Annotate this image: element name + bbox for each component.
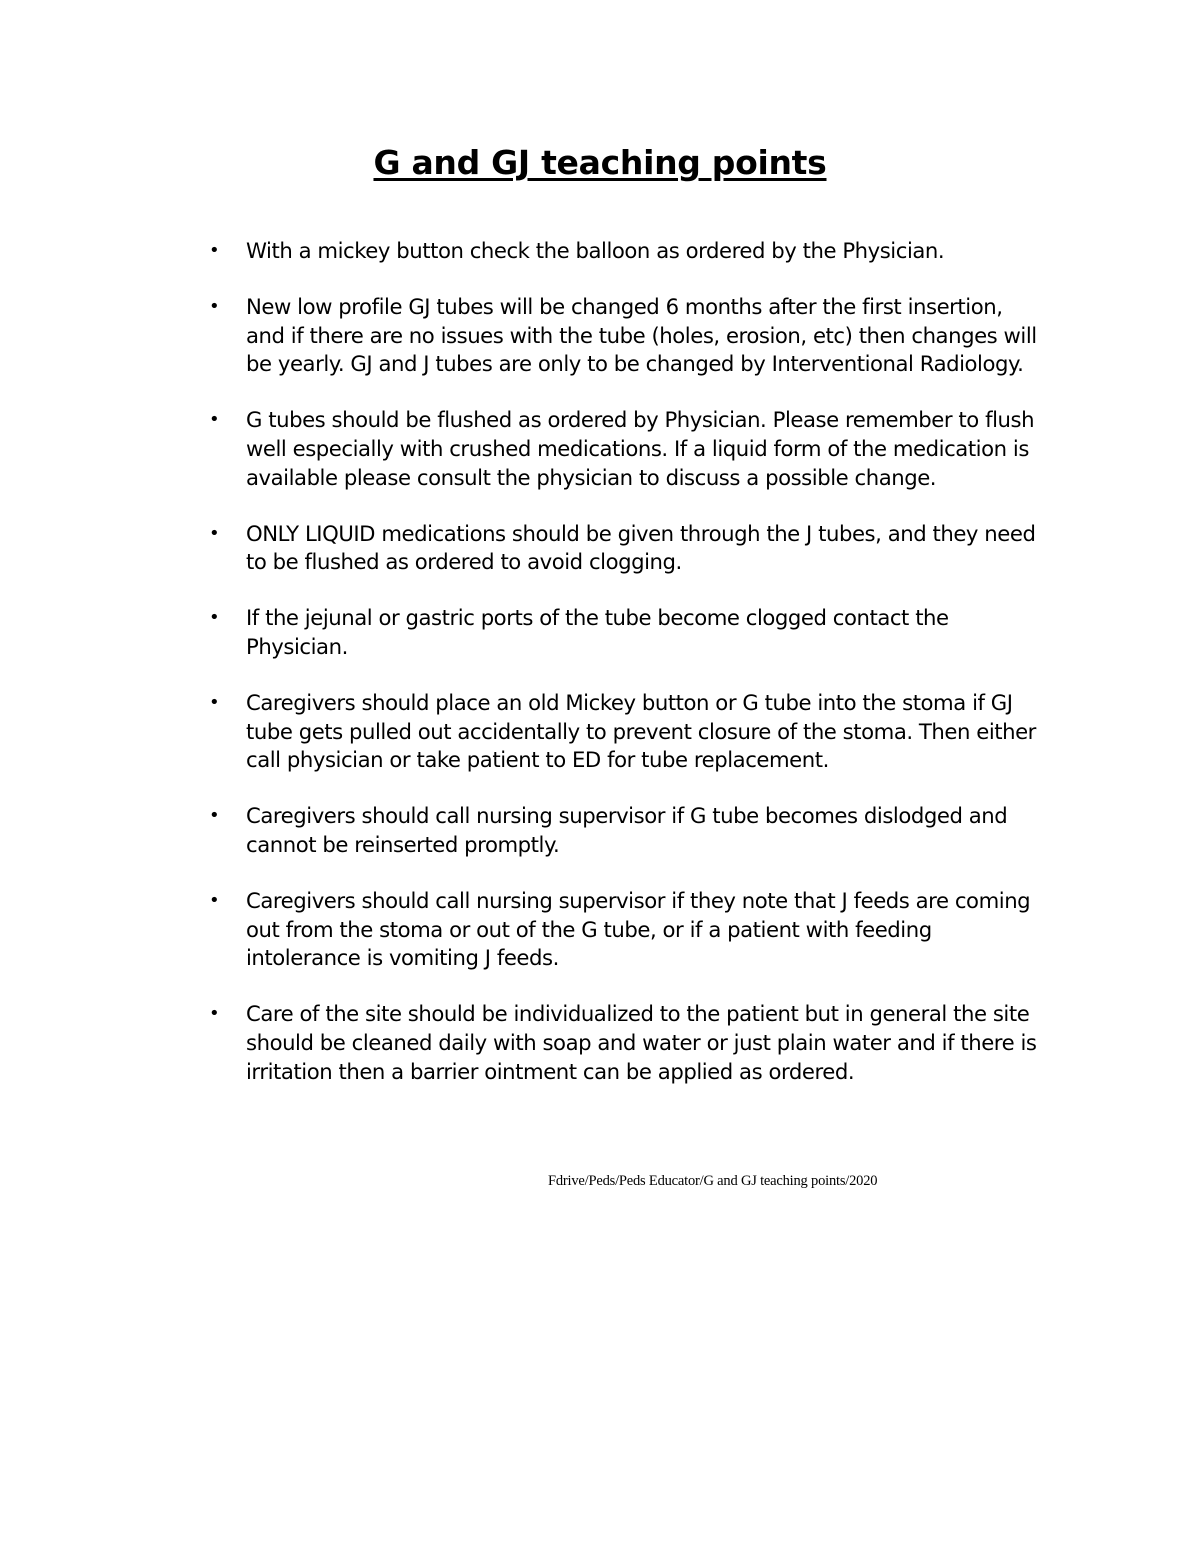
list-item-text: G tubes should be flushed as ordered by Physician. Please remember to flush well especially with crushed medications. If a liquid form of the medication is available please consult the physician to discuss a possible change. (246, 407, 1035, 490)
list-item (209, 293, 1039, 379)
list-item-text: New low profile GJ tubes will be changed 6 months after the first insertion, and if there are no issues with the tube (holes, erosion, etc) then changes will be yearly. GJ and J tubes are only to be changed by Interventional Radiology. (246, 293, 1037, 377)
list-item-text: Care of the site should be individualized to the patient but in general the site should be cleaned daily with soap and water or just plain water and if there is irritation then a barrier ointment can be applied as ordered. (246, 1001, 1037, 1084)
list-item-text: Caregivers should place an old Mickey button or G tube into the stoma if GJ tube gets pulled out accidentally to prevent closure of the stoma. Then either call physician or take patient to ED for tube replacement. (246, 689, 1036, 773)
file-path-footer: Fdrive/Peds/Peds Educator/G and GJ teaching points/2020 (548, 1173, 878, 1189)
list-item-text: ONLY LIQUID medications should be given through the J tubes, and they need to be flushed as ordered to avoid clogging. (246, 520, 1036, 575)
bullet-icon: • (209, 295, 220, 317)
list-item-text: With a mickey button check the balloon as ordered by the Physician. (246, 238, 945, 263)
document-title: G and GJ teaching points (373, 143, 827, 182)
bullet-icon: • (209, 240, 220, 261)
bullet-icon: • (209, 889, 220, 911)
bullet-icon: • (209, 805, 220, 827)
list-item-text: If the jejunal or gastric ports of the tube become clogged contact the Physician. (246, 605, 949, 659)
list-item (209, 520, 1039, 578)
list-item (209, 887, 1039, 973)
teaching-points-list (209, 237, 1039, 1114)
bullet-icon: • (209, 409, 220, 431)
list-item (209, 802, 1039, 860)
list-item (209, 406, 1039, 492)
list-item (209, 237, 1039, 266)
list-item-text: Caregivers should call nursing supervisor if they note that J feeds are coming out from the stoma or out of the G tube, or if a patient with feeding intolerance is vomiting J feeds. (246, 887, 1031, 971)
bullet-icon: • (209, 1003, 220, 1025)
bullet-icon: • (209, 522, 220, 544)
bullet-icon: • (209, 607, 220, 629)
list-item (209, 604, 1039, 662)
list-item (209, 1000, 1039, 1086)
bullet-icon: • (209, 691, 220, 713)
list-item-text: Caregivers should call nursing supervisor if G tube becomes dislodged and cannot be reinserted promptly. (246, 803, 1008, 857)
list-item (209, 689, 1039, 775)
